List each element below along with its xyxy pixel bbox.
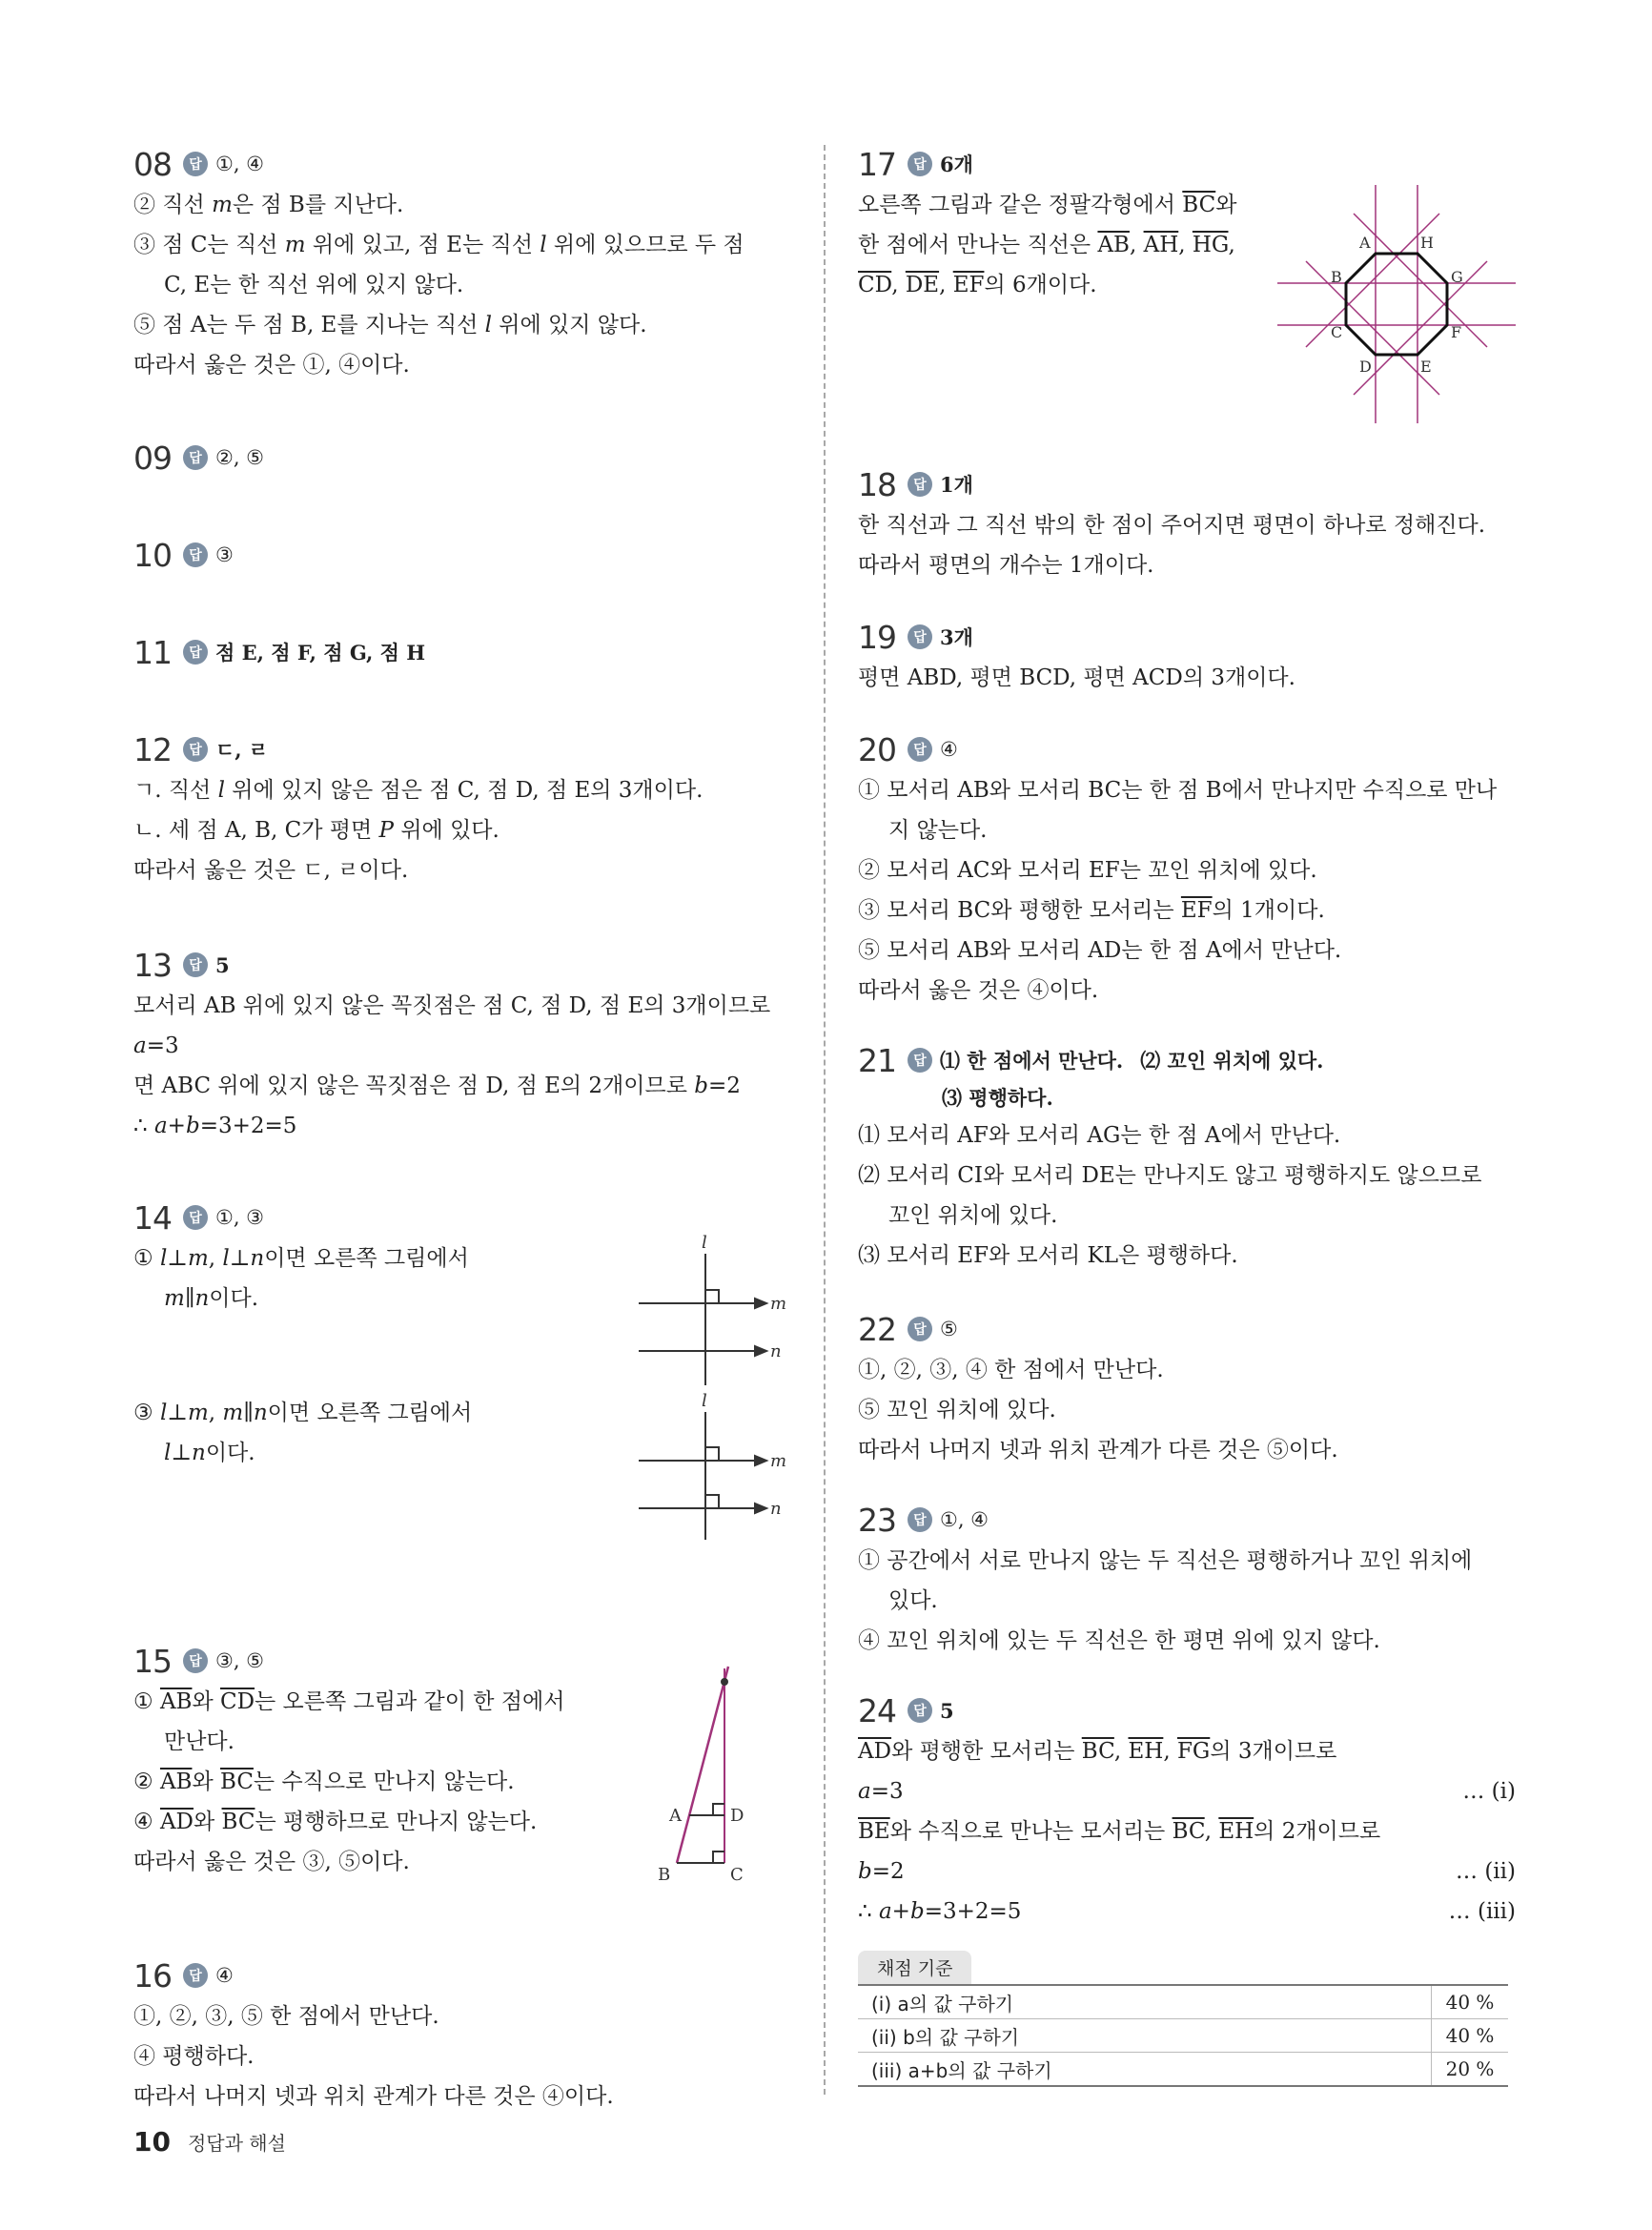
problem-number: 18 [858,465,896,503]
explanation-line: ㄴ. 세 점 A, B, C가 평면 P 위에 있다. [133,818,500,843]
answer-badge: 답 [183,640,208,665]
explanation-line: ㄱ. 직선 l 위에 있지 않은 점은 점 C, 점 D, 점 E의 3개이다. [133,778,704,803]
problem-number: 11 [133,633,172,671]
problem-number: 08 [133,145,172,183]
label-b: B [1331,268,1342,286]
answer-badge: 답 [908,1507,932,1532]
problem-number: 15 [133,1642,172,1680]
answer: 5 [940,1698,954,1723]
explanation-line: ① l⊥m, l⊥n이면 오른쪽 그림에서 [133,1246,469,1271]
problem-number: 19 [858,618,896,656]
explanation-line: 따라서 옳은 것은 ㄷ, ㄹ이다. [133,858,409,883]
step-mark: … (iii) [1448,1899,1516,1924]
problem-12 [133,728,791,890]
label-d: D [1359,358,1372,376]
explanation-line: 한 점에서 만나는 직선은 $\overline{AB}$, $\overline{AH}$, $\overline{HG}$, [858,233,1235,257]
problem-17 [858,143,1516,376]
explanation-line: ① 공간에서 서로 만나지 않는 두 직선은 평행하거나 꼬인 위치에 [858,1548,1473,1573]
label-c: C [1331,323,1343,341]
explanation-line: 평면 ABD, 평면 BCD, 평면 ACD의 3개이다. [858,665,1295,690]
answer-badge: 답 [908,152,932,176]
label-l: l [702,1391,707,1411]
problem-24 [858,1689,1516,1932]
answer-badge: 답 [183,1963,208,1988]
step-mark: … (ii) [1456,1859,1516,1884]
answer: ①, ④ [940,1508,989,1531]
answer-badge: 답 [908,1048,932,1073]
explanation-line: 있다. [888,1588,938,1613]
problem-11 [133,631,791,673]
problem-09 [133,437,791,479]
column-divider [824,145,826,2095]
explanation-line: ⑤ 점 A는 두 점 B, E를 지나는 직선 l 위에 있지 않다. [133,313,647,338]
explanation-line: ③ 점 C는 직선 m 위에 있고, 점 E는 직선 l 위에 있으므로 두 점 [133,233,744,257]
label-a: A [1359,234,1371,252]
explanation-line: ⑤ 모서리 AB와 모서리 AD는 한 점 A에서 만난다. [858,938,1342,963]
answer-badge: 답 [183,152,208,176]
problem-number: 23 [858,1501,896,1539]
explanation-line: $\overline{AD}$와 평행한 모서리는 $\overline{BC}$, $\overline{EH}$, $\overline{FG}$의 3개이므로 [858,1739,1337,1764]
answer: 6개 [940,153,973,176]
explanation-line: ④ 꼬인 위치에 있는 두 직선은 한 평면 위에 있지 않다. [858,1628,1380,1653]
problem-number: 21 [858,1041,896,1079]
explanation-line: 꼬인 위치에 있다. [888,1203,1058,1228]
explanation-line: ① $\overline{AB}$와 $\overline{CD}$는 오른쪽 그림과 같이 한 점에서 [133,1689,565,1714]
answer-badge: 답 [183,1648,208,1673]
problem-08 [133,143,791,385]
explanation-line: 따라서 나머지 넷과 위치 관계가 다른 것은 ④이다. [133,2084,614,2109]
answer: 1개 [940,473,973,497]
problem-20 [858,728,1516,1011]
explanation-line: ⑵ 모서리 CI와 모서리 DE는 만나지도 않고 평행하지도 않으므로 [858,1163,1482,1188]
perpendicular-lines-figure [639,1235,791,1540]
problem-18 [858,463,1516,585]
answer: ③, ⑤ [215,1649,265,1672]
page-footer [133,2126,286,2158]
scoring-criteria [858,1951,1508,2087]
explanation-line: ⑶ 모서리 EF와 모서리 KL은 평행하다. [858,1243,1238,1268]
answer: 5 [215,952,230,977]
problem-14 [133,1197,791,1519]
answer-badge: 답 [183,445,208,470]
problem-23 [858,1499,1516,1661]
criteria-row: (i) a의 값 구하기 40 % [858,1986,1508,2019]
problem-number: 16 [133,1956,172,1995]
problem-number: 24 [858,1691,896,1729]
problem-number: 12 [133,730,172,768]
answer: ⑤ [940,1318,958,1340]
problem-16 [133,1954,791,2117]
problem-number: 10 [133,536,172,574]
answer: ⑴ 한 점에서 만난다. [940,1049,1124,1073]
explanation-line: 따라서 평면의 개수는 1개이다. [858,553,1154,578]
answer: ④ [215,1964,234,1987]
octagon-figure [1277,185,1516,423]
answer: ③ [215,543,234,566]
explanation-line: a=3 … (i) [858,1771,1516,1811]
explanation-line: m∥n이다. [164,1286,259,1311]
page-number: 10 [133,2126,171,2158]
explanation-line: 따라서 옳은 것은 ①, ④이다. [133,353,410,378]
label-f: F [1451,323,1462,341]
answer: ㄷ, ㄹ [215,738,269,762]
explanation-line: 지 않는다. [888,818,988,843]
label-g: G [1451,268,1463,286]
explanation-line: ⑤ 꼬인 위치에 있다. [858,1398,1056,1422]
label-b: B [658,1865,671,1885]
explanation-line: 오른쪽 그림과 같은 정팔각형에서 $\overline{BC}$와 [858,193,1237,217]
footer-title: 정답과 해설 [187,2132,286,2155]
step-mark: … (i) [1462,1779,1516,1804]
explanation-line: l⊥n이다. [164,1441,255,1465]
explanation-line: ② 모서리 AC와 모서리 EF는 꼬인 위치에 있다. [858,858,1317,883]
answer: 3개 [940,625,973,649]
answer: ④ [940,738,958,761]
label-h: H [1420,234,1434,252]
answer-badge: 답 [908,1698,932,1723]
problem-13 [133,944,791,1146]
explanation-line: ② $\overline{AB}$와 $\overline{BC}$는 수직으로 만나지 않는다. [133,1770,515,1794]
explanation-line: b=2 … (ii) [858,1852,1516,1892]
answer: ①, ③ [215,1206,265,1229]
label-m: m [770,1294,787,1314]
label-n: n [770,1499,782,1519]
label-d: D [730,1806,744,1826]
answer-badge: 답 [183,952,208,977]
label-a: A [669,1806,682,1826]
problem-number: 13 [133,946,172,984]
explanation-line: ①, ②, ③, ⑤ 한 점에서 만난다. [133,2004,439,2029]
explanation-line: 따라서 옳은 것은 ③, ⑤이다. [133,1850,410,1874]
explanation-line: 모서리 AB 위에 있지 않은 꼭짓점은 점 C, 점 D, 점 E의 3개이므로 [133,993,771,1018]
explanation-line: ② 직선 m은 점 B를 지난다. [133,193,404,217]
explanation-line: ③ 모서리 BC와 평행한 모서리는 $\overline{EF}$의 1개이다. [858,898,1325,923]
answer: ⑶ 평행하다. [942,1086,1053,1110]
answer: ①, ④ [215,153,265,175]
explanation-line: ⑴ 모서리 AF와 모서리 AG는 한 점 A에서 만난다. [858,1123,1341,1148]
explanation-line: 따라서 옳은 것은 ④이다. [858,978,1099,1003]
explanation-line: 면 ABC 위에 있지 않은 꼭짓점은 점 D, 점 E의 2개이므로 b=2 [133,1074,741,1098]
problem-number: 17 [858,145,896,183]
problem-21 [858,1039,1516,1276]
label-m: m [770,1451,787,1471]
trapezoid-figure [658,1659,791,1888]
answer-badge: 답 [908,737,932,762]
answer: ⑵ 꼬인 위치에 있다. [1140,1049,1324,1073]
explanation-line: ∴ a+b=3+2=5 [133,1114,297,1138]
explanation-line: 만난다. [164,1729,235,1754]
answer: ②, ⑤ [215,446,265,469]
problem-number: 14 [133,1198,172,1237]
label-e: E [1420,358,1432,376]
label-n: n [770,1341,782,1361]
criteria-row: (iii) a+b의 값 구하기 20 % [858,2053,1508,2085]
problem-10 [133,534,791,576]
problem-number: 20 [858,730,896,768]
answer: 점 E, 점 F, 점 G, 점 H [215,641,426,665]
answer-badge: 답 [183,542,208,567]
problem-15 [133,1640,791,1885]
answer-badge: 답 [908,1317,932,1341]
answer-badge: 답 [183,1205,208,1230]
explanation-line: ∴ a+b=3+2=5 … (iii) [858,1892,1516,1932]
explanation-line: ① 모서리 AB와 모서리 BC는 한 점 B에서 만나지만 수직으로 만나 [858,778,1498,803]
problem-number: 09 [133,439,172,477]
answer-badge: 답 [183,737,208,762]
problem-22 [858,1308,1516,1470]
explanation-line: $\overline{CD}$, $\overline{DE}$, $\overline{EF}$의 6개이다. [858,273,1097,297]
label-c: C [730,1865,744,1885]
explanation-line: C, E는 한 직선 위에 있지 않다. [164,273,464,297]
explanation-line: $\overline{BE}$와 수직으로 만나는 모서리는 $\overline{BC}$, $\overline{EH}$의 2개이므로 [858,1819,1381,1844]
explanation-line: 한 직선과 그 직선 밖의 한 점이 주어지면 평면이 하나로 정해진다. [858,513,1486,538]
explanation-line: ④ 평행하다. [133,2044,255,2069]
answer-badge: 답 [908,472,932,497]
explanation-line: ①, ②, ③, ④ 한 점에서 만난다. [858,1358,1164,1382]
answer-badge: 답 [908,624,932,649]
explanation-line: ③ l⊥m, m∥n이면 오른쪽 그림에서 [133,1401,473,1425]
criteria-row: (ii) b의 값 구하기 40 % [858,2019,1508,2053]
criteria-title: 채점 기준 [858,1951,971,1984]
problem-number: 22 [858,1310,896,1348]
explanation-line: a=3 [133,1033,179,1058]
explanation-line: 따라서 나머지 넷과 위치 관계가 다른 것은 ⑤이다. [858,1438,1338,1463]
problem-19 [858,616,1516,698]
label-l: l [702,1235,707,1253]
explanation-line: ④ $\overline{AD}$와 $\overline{BC}$는 평행하므로 만나지 않는다. [133,1810,538,1834]
